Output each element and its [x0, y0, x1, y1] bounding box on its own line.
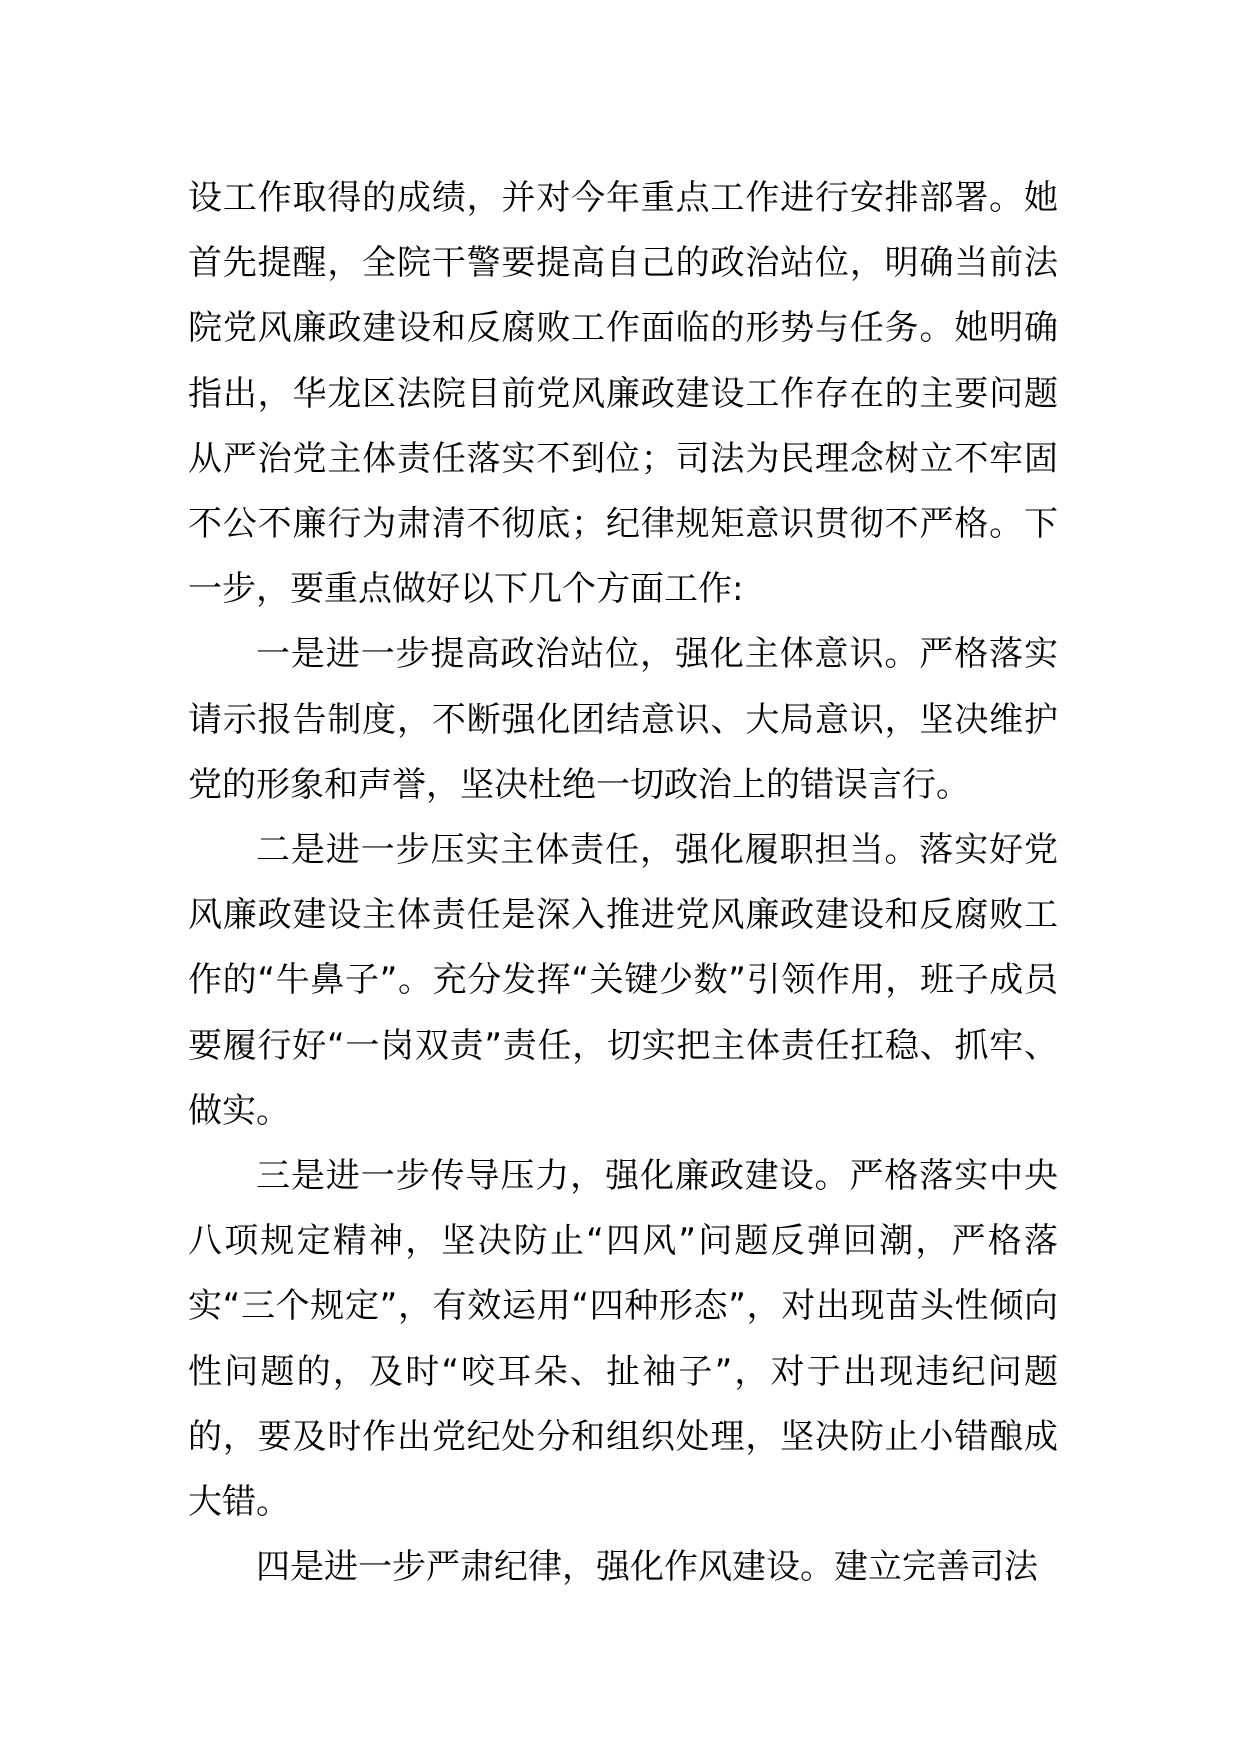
paragraph-point-two: [188, 818, 1058, 1144]
paragraph-point-one: [188, 622, 1058, 818]
point-two-heading: 二是进一步压实主体责任，强化履职担当。: [256, 830, 920, 871]
paragraph-point-three: [188, 1144, 1058, 1535]
point-three-heading: 三是进一步传导压力，强化廉政建设。: [256, 1156, 850, 1197]
document-body: [188, 166, 1058, 1600]
point-two-body: 落实好党风廉政建设主体责任是深入推进党风廉政建设和反腐败工作的“牛鼻子”。充分发挥“关键少数”引领作用，班子成员要履行好“一岗双责”责任，切实把主体责任扛稳、抓牢、做实。: [188, 830, 1059, 1131]
point-one-heading: 一是进一步提高政治站位，强化主体意识。: [256, 634, 920, 675]
point-three-body: 严格落实中央八项规定精神，坚决防止“四风”问题反弹回潮，严格落实“三个规定”，有效运用“四种形态”，对出现苗头性倾向性问题的，及时“咬耳朵、扯袖子”，对于出现违纪问题的，要及时作出党纪处分和组织处理，坚决防止小错酿成大错。: [188, 1156, 1059, 1523]
paragraph-continuation: 设工作取得的成绩，并对今年重点工作进行安排部署。她首先提醒，全院干警要提高自己的政治站位，明确当前法院党风廉政建设和反腐败工作面临的形势与任务。她明确指出，华龙区法院目前党风廉政建设工作存在的主要问题从严治党主体责任落实不到位；司法为民理念树立不牢固不公不廉行为肃清不彻底；纪律规矩意识贯彻不严格。下一步，要重点做好以下几个方面工作:: [188, 178, 1058, 610]
point-four-body: 建立完善司法: [834, 1547, 1038, 1588]
point-one-body: 严格落实请示报告制度，不断强化团结意识、大局意识，坚决维护党的形象和声誉，坚决杜绝一切政治上的错误言行。: [188, 634, 1059, 805]
paragraph-point-four: [188, 1535, 1058, 1600]
point-four-heading: 四是进一步严肃纪律，强化作风建设。: [256, 1547, 834, 1588]
